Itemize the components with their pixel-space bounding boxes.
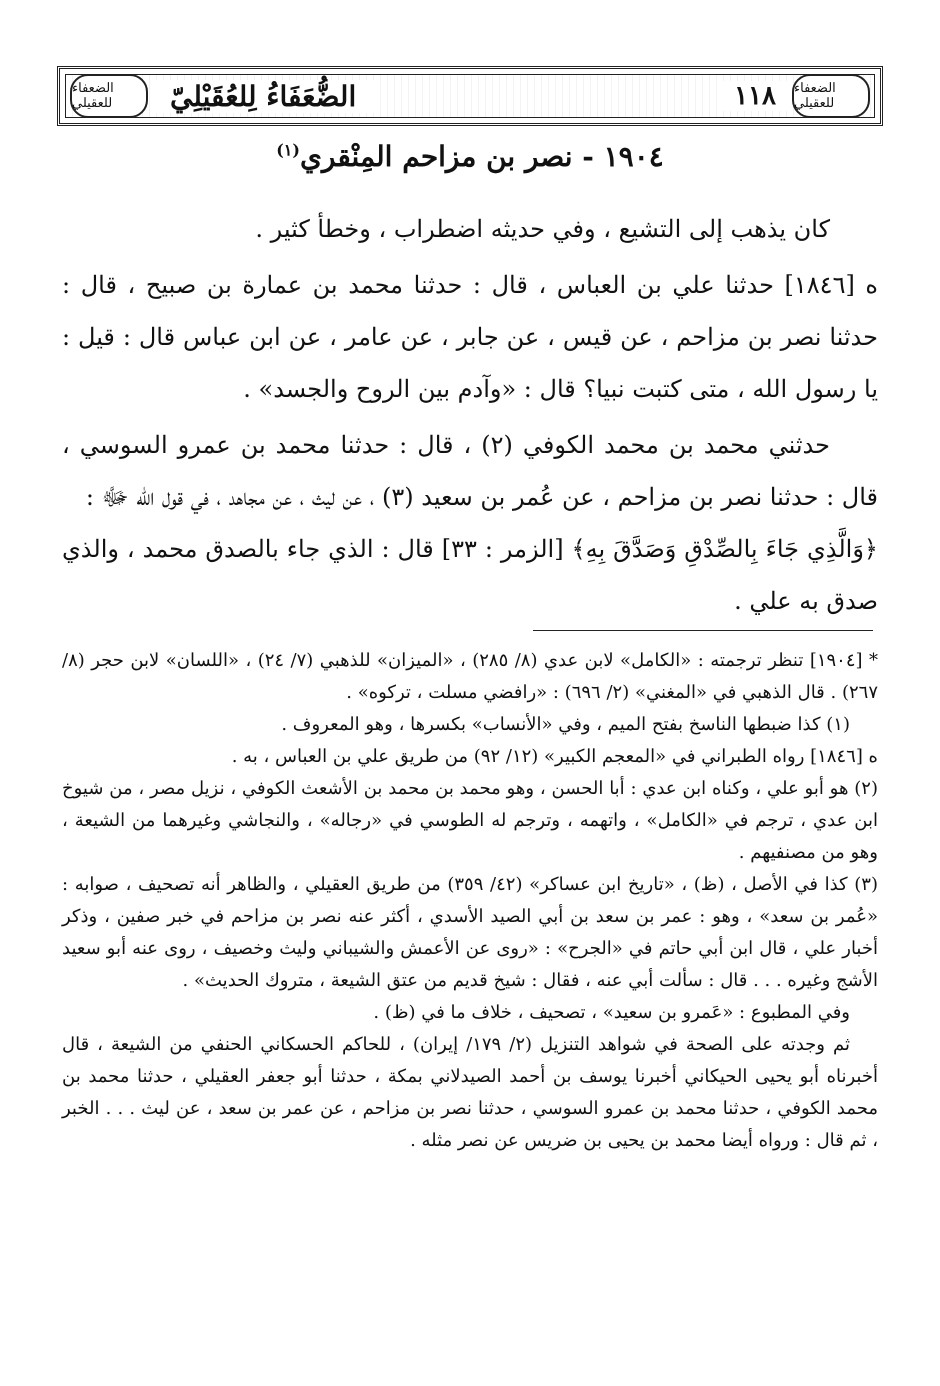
header-band [65, 74, 875, 118]
body-paragraph: حدثني محمد بن محمد الكوفي (٢) ، قال : حدثنا محمد بن عمرو السوسي ، قال : حدثنا نصر بن مزاحم ، عن عُمر بن سعيد (٣) ، عن ليث ، عن مجاهد ، في قول الله ﷻ : [62, 431, 878, 511]
footnote-item: ثم وجدته على الصحة في شواهد التنزيل (٢/ ١٧٩/ إيران) ، للحاكم الحسكاني الحنفي من الشيعة ، قال أخبرناه أبو يحيى الحيكاني أخبرنا يوسف بن أحمد الصيدلاني بمكة ، حدثنا أبو جعفر العقيلي ، حدثنا محمد بن محمد الكوفي ، حدثنا محمد بن عمرو السوسي ، حدثنا نصر بن مزاحم ، عن عمر بن سعد ، عن ليث . . . الخبر ، ثم قال : ورواه أيضا محمد بن يحيى بن ضريس عن نصر مثله . [62, 1034, 878, 1151]
main-text [62, 203, 878, 627]
ornament-right-icon: الضعفاء للعقيلي [792, 74, 870, 118]
header-right [722, 74, 874, 118]
footnote-item: ه [١٨٤٦] رواه الطبراني في «المعجم الكبير» (١٢/ ٩٢) من طريق علي بن العباس ، به . [231, 746, 878, 767]
entry-title [62, 140, 878, 173]
running-title: الضُّعَفَاءُ لِلعُقَيْلِيّ [152, 80, 374, 113]
footnote-item: (١) كذا ضبطها الناسخ بفتح الميم ، وفي «الأنساب» بكسرها ، وهو المعروف . [281, 714, 850, 735]
footnote-item: * [١٩٠٤] تنظر ترجمته : «الكامل» لابن عدي (٨/ ٢٨٥) ، «الميزان» للذهبي (٧/ ٢٤) ، «اللسان» لابن حجر (٨/ ٢٦٧) . قال الذهبي في «المغني» (٢/ ٦٩٦) : «رافضي مسلت ، تركوه» . [62, 650, 878, 703]
running-header [57, 66, 883, 126]
footnote-item: (٢) هو أبو علي ، وكناه ابن عدي : أبا الحسن ، وهو محمد بن محمد بن الأشعث الكوفي ، نزيل مصر ، من شيوخ ابن عدي ، ترجم في «الكامل» ، واتهمه ، وترجم له الطوسي في «رجاله» ، والنجاشي وغيرهما من الشيعة ، وهو من مصنفيهم . [62, 778, 878, 863]
entry-title-text: ١٩٠٤ - نصر بن مزاحم المِنْقري [299, 140, 664, 173]
header-left [66, 74, 374, 118]
body-paragraph: ه [١٨٤٦] حدثنا علي بن العباس ، قال : حدثنا محمد بن عمارة بن صبيح ، قال : حدثنا نصر بن مزاحم ، عن قيس ، عن جابر ، عن عامر ، عن ابن عباس قال : قيل : يا رسول الله ، متى كتبت نبيا؟ قال : «وآدم بين الروح والجسد» . [62, 271, 878, 403]
page-number: ١١٨ [722, 81, 788, 111]
ornament-left-icon: الضعفاء للعقيلي [70, 74, 148, 118]
footnotes [62, 645, 878, 1157]
body-paragraph: ﴿وَالَّذِي جَاءَ بِالصِّدْقِ وَصَدَّقَ بِهِ﴾ [الزمر : ٣٣] قال : الذي جاء بالصدق محمد ، والذي صدق به علي . [62, 535, 878, 615]
footnote-item: (٣) كذا في الأصل ، (ظ) ، «تاريخ ابن عساكر» (٤٢/ ٣٥٩) من طريق العقيلي ، والظاهر أنه تصحيف ، صوابه : «عُمر بن سعد» ، وهو : عمر بن سعد بن أبي الصيد الأسدي ، أكثر عنه نصر بن مزاحم في خبر صفين ، وذكر أخبار علي ، قال ابن أبي حاتم في «الجرح» : «روى عن الأعمش والشيباني وليث وخصيف ، روى عنه أبو سعيد الأشج وغيره . . . قال : سألت أبي عنه ، فقال : شيخ قديم من عتق الشيعة ، متروك الحديث» . [62, 874, 878, 991]
body-paragraph: كان يذهب إلى التشيع ، وفي حديثه اضطراب ، وخطأ كثير . [255, 215, 830, 243]
entry-title-footnote-mark: (١) [276, 140, 300, 160]
footnote-divider [533, 630, 873, 631]
footnote-item: وفي المطبوع : «عَمرو بن سعيد» ، تصحيف ، خلاف ما في (ظ) . [373, 1002, 850, 1023]
